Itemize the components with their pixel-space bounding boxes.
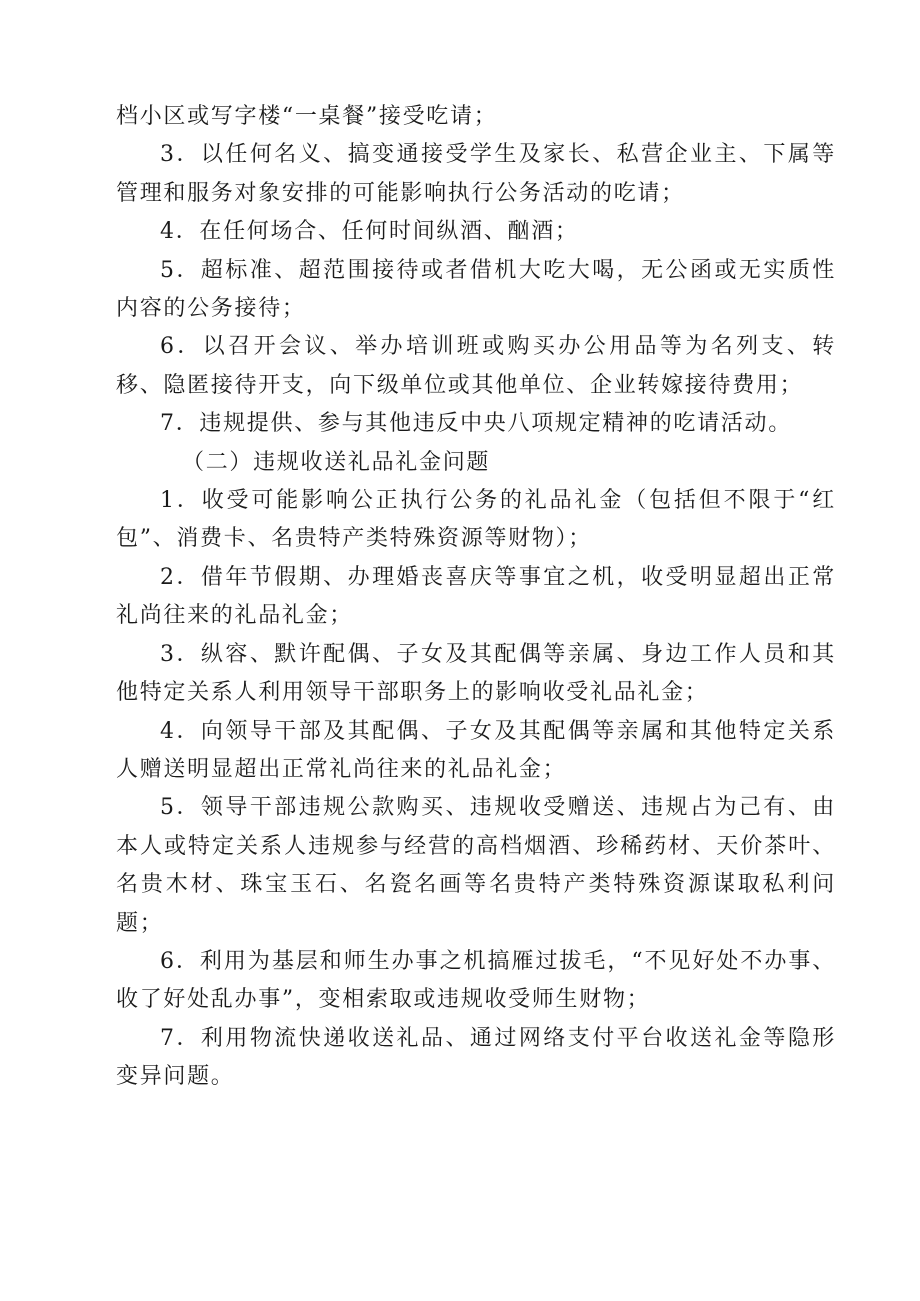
list-item: 7．利用物流快递收送礼品、通过网络支付平台收送礼金等隐形变异问题。: [116, 1025, 836, 1090]
paragraph-continuation: 档小区或写字楼“一桌餐”接受吃请；: [116, 104, 498, 129]
list-item: 3．纵容、默许配偶、子女及其配偶等亲属、身边工作人员和其他特定关系人利用领导干部职务上的影响收受礼品礼金；: [116, 641, 836, 706]
list-item: 7．违规提供、参与其他违反中央八项规定精神的吃请活动。: [160, 411, 792, 437]
list-item: 3．以任何名义、搞变通接受学生及家长、私营企业主、下属等管理和服务对象安排的可能影响执行公务活动的吃请；: [116, 142, 836, 206]
list-item: 6．以召开会议、举办培训班或购买办公用品等为名列支、转移、隐匿接待开支，向下级单位或其他单位、企业转嫁接待费用；: [116, 334, 836, 398]
section-heading: （二）违规收送礼品礼金问题: [182, 449, 491, 475]
list-item: 6．利用为基层和师生办事之机搞雁过拔毛，“不见好处不办事、收了好处乱办事”，变相索取或违规收受师生财物；: [116, 948, 836, 1013]
document-page: [116, 98, 836, 1097]
list-item: 5．超标准、超范围接待或者借机大吃大喝，无公函或无实质性内容的公务接待；: [116, 257, 836, 322]
list-item: 1．收受可能影响公正执行公务的礼品礼金（包括但不限于“红包”、消费卡、名贵特产类特殊资源等财物）；: [116, 488, 836, 552]
list-item: 2．借年节假期、办理婚丧喜庆等事宜之机，收受明显超出正常礼尚往来的礼品礼金；: [116, 564, 836, 629]
list-item: 5．领导干部违规公款购买、违规收受赠送、违规占为己有、由本人或特定关系人违规参与经营的高档烟酒、珍稀药材、天价茶叶、名贵木材、珠宝玉石、名瓷名画等名贵特产类特殊资源谋取私利问题；: [116, 795, 836, 936]
list-item: 4．在任何场合、任何时间纵酒、酗酒；: [160, 219, 579, 245]
list-item: 4．向领导干部及其配偶、子女及其配偶等亲属和其他特定关系人赠送明显超出正常礼尚往来的礼品礼金；: [116, 718, 836, 782]
